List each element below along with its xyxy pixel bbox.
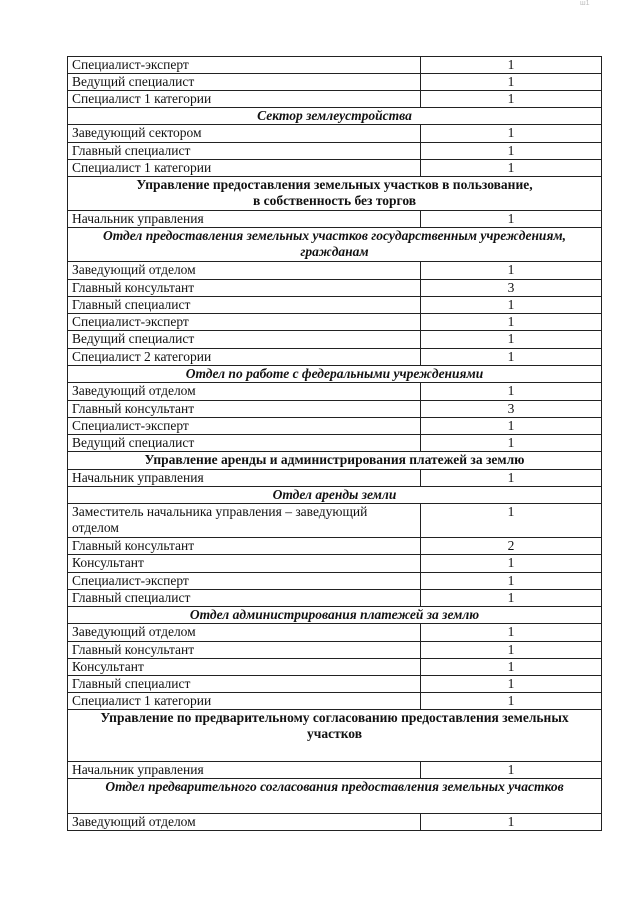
position-name: Главный консультант [68,642,421,659]
position-count: 1 [421,590,602,607]
position-count: 1 [421,262,602,280]
position-count: 1 [421,160,602,177]
staffing-table-body [68,57,602,831]
position-name: Главный специалист [68,297,421,314]
position-count: 1 [421,211,602,228]
section-title: Отдел аренды земли [68,487,602,504]
position-name: Специалист 2 категории [68,349,421,366]
position-name: Специалист 1 категории [68,693,421,710]
position-name: Специалист-эксперт [68,418,421,435]
position-name: Консультант [68,555,421,573]
position-count: 2 [421,538,602,555]
position-count: 1 [421,435,602,452]
table-row [68,125,602,143]
position-count: 1 [421,693,602,710]
position-count: 3 [421,401,602,418]
table-row [68,383,602,401]
position-count: 1 [421,504,602,538]
position-name: Ведущий специалист [68,435,421,452]
position-name: Начальник управления [68,470,421,487]
position-name: Заведующий отделом [68,262,421,280]
table-row [68,538,602,555]
table-row [68,693,602,710]
staffing-table [67,56,602,831]
table-row [68,160,602,177]
section-title: Отдел предварительного согласования предоставления земельных участков [68,779,602,814]
section-header-row [68,487,602,504]
position-name: Специалист-эксперт [68,573,421,590]
position-name: Ведущий специалист [68,74,421,91]
position-name: Главный консультант [68,401,421,418]
table-row [68,331,602,349]
table-row [68,211,602,228]
position-count: 1 [421,659,602,676]
position-count: 1 [421,642,602,659]
table-row [68,297,602,314]
table-row [68,314,602,331]
position-count: 1 [421,143,602,160]
section-title: Управление по предварительному согласованию предоставления земельных участков [68,710,602,762]
position-count: 1 [421,676,602,693]
position-name: Главный специалист [68,676,421,693]
position-count: 1 [421,297,602,314]
position-count: 1 [421,555,602,573]
table-row [68,435,602,452]
position-count: 1 [421,470,602,487]
section-header-row [68,452,602,470]
table-row [68,262,602,280]
table-row [68,762,602,779]
table-row [68,555,602,573]
position-name: Главный консультант [68,538,421,555]
position-name: Заведующий отделом [68,383,421,401]
position-count: 1 [421,573,602,590]
section-title: Отдел предоставления земельных участков государственным учреждениям, гражданам [68,228,602,262]
section-header-row [68,108,602,125]
table-row [68,280,602,297]
table-row [68,91,602,108]
table-row [68,624,602,642]
position-name: Начальник управления [68,211,421,228]
table-row [68,143,602,160]
position-count: 1 [421,57,602,74]
corner-mark: ш1 [580,0,590,7]
section-header-row [68,177,602,211]
section-header-row [68,607,602,624]
position-name: Начальник управления [68,762,421,779]
position-count: 1 [421,349,602,366]
table-row [68,504,602,538]
position-name: Специалист 1 категории [68,91,421,108]
position-count: 1 [421,624,602,642]
table-row [68,590,602,607]
position-name: Заместитель начальника управления – заведующий отделом [68,504,421,538]
position-count: 1 [421,91,602,108]
table-row [68,642,602,659]
table-row [68,349,602,366]
section-header-row [68,228,602,262]
position-name: Заведующий отделом [68,624,421,642]
position-name: Главный специалист [68,590,421,607]
position-count: 1 [421,331,602,349]
table-row [68,814,602,831]
section-title: Сектор землеустройства [68,108,602,125]
position-name: Специалист-эксперт [68,314,421,331]
position-count: 3 [421,280,602,297]
section-title: Отдел администрирования платежей за землю [68,607,602,624]
section-title: Отдел по работе с федеральными учреждениями [68,366,602,383]
position-name: Специалист 1 категории [68,160,421,177]
table-row [68,418,602,435]
section-header-row [68,710,602,762]
position-count: 1 [421,814,602,831]
position-name: Консультант [68,659,421,676]
table-row [68,74,602,91]
position-name: Ведущий специалист [68,331,421,349]
section-title: Управление предоставления земельных участков в пользование, в собственность без торгов [68,177,602,211]
position-count: 1 [421,418,602,435]
table-row [68,659,602,676]
position-count: 1 [421,383,602,401]
table-row [68,57,602,74]
section-header-row [68,779,602,814]
table-row [68,573,602,590]
table-row [68,676,602,693]
position-count: 1 [421,762,602,779]
section-header-row [68,366,602,383]
position-name: Специалист-эксперт [68,57,421,74]
position-count: 1 [421,314,602,331]
position-count: 1 [421,125,602,143]
table-row [68,401,602,418]
position-name: Заведующий отделом [68,814,421,831]
position-name: Главный консультант [68,280,421,297]
position-count: 1 [421,74,602,91]
table-row [68,470,602,487]
section-title: Управление аренды и администрирования платежей за землю [68,452,602,470]
position-name: Главный специалист [68,143,421,160]
position-name: Заведующий сектором [68,125,421,143]
